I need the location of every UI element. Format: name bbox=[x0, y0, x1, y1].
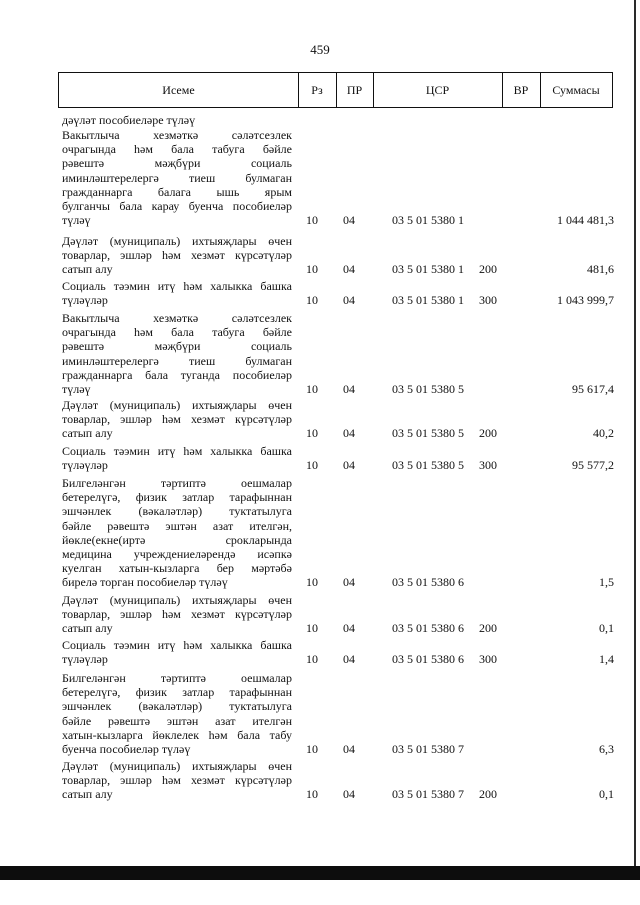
row-name-line: товарлар, эшләр һәм хезмәт күрсәтүләр bbox=[62, 412, 292, 427]
row-rz: 10 bbox=[306, 742, 318, 756]
row-csr: 03 5 01 5380 6 bbox=[392, 575, 464, 590]
row-vr: 200 bbox=[479, 426, 497, 441]
header-pr: ПР bbox=[336, 73, 374, 107]
row-name-line: түләү bbox=[62, 382, 91, 397]
row-name-line: рәвештә мәҗбүри социаль bbox=[62, 156, 292, 171]
row-csr: 03 5 01 5380 7 bbox=[392, 787, 464, 802]
row-name bbox=[62, 444, 292, 472]
row-vr: 200 bbox=[479, 787, 497, 802]
row-name-line: Дәүләт (муниципаль) ихтыяҗлары өчен bbox=[62, 398, 292, 412]
row-name-line: Социаль тәэмин итү һәм халыкка башка bbox=[62, 279, 292, 293]
row-name-line: медицина учреждениеләрендә исәпкә bbox=[62, 547, 292, 562]
row-rz: 10 bbox=[306, 458, 318, 473]
row-vr: 300 bbox=[479, 652, 497, 667]
row-name-line: түләү bbox=[62, 213, 91, 228]
row-name-line: эшчәнлек (вәкаләтләр) туктатылуга bbox=[62, 699, 292, 714]
row-pr: 04 bbox=[343, 742, 355, 756]
row-name bbox=[62, 638, 292, 666]
row-name bbox=[62, 128, 292, 227]
row-name-line: гражданнарга балага ышь ярым bbox=[62, 184, 292, 199]
row-name-line: сатып алу bbox=[62, 426, 113, 441]
row-pr: 04 bbox=[343, 382, 355, 396]
row-vr: 200 bbox=[479, 621, 497, 636]
row-name-line: Дәүләт (муниципаль) ихтыяҗлары өчен bbox=[62, 593, 292, 607]
row-name bbox=[62, 398, 292, 441]
row-name-line: рәвештә мәҗбүри социаль bbox=[62, 339, 292, 354]
row-rz: 10 bbox=[306, 652, 318, 667]
page-edge bbox=[634, 0, 636, 866]
row-sum: 1,5 bbox=[599, 575, 614, 590]
header-csr: ЦСР bbox=[373, 73, 503, 107]
row-sum: 1 044 481,3 bbox=[557, 213, 614, 228]
row-name-line: бетерелүгә, физик затлар тарафыннан bbox=[62, 685, 292, 700]
continuation-text: дәүләт пособиеләре түләү bbox=[62, 113, 196, 127]
row-name-line: Дәүләт (муниципаль) ихтыяҗлары өчен bbox=[62, 759, 292, 773]
row-name-line: иминләштерелергә тиеш булмаган bbox=[62, 353, 292, 368]
row-name-line: хатын-кызларга йөклелек һәм бала табу bbox=[62, 727, 292, 742]
row-name-line: Социаль тәэмин итү һәм халыкка башка bbox=[62, 638, 292, 652]
row-name bbox=[62, 311, 292, 396]
scan-border bbox=[0, 866, 640, 880]
row-name-line: буенча пособиеләр түләү bbox=[62, 742, 191, 757]
row-sum: 1 043 999,7 bbox=[557, 293, 614, 308]
header-sum: Суммасы bbox=[552, 83, 600, 97]
row-pr: 04 bbox=[343, 458, 355, 473]
row-sum: 95 617,4 bbox=[572, 382, 614, 396]
row-csr: 03 5 01 5380 7 bbox=[392, 742, 464, 756]
row-name-line: Вакытлыча хезмәткә сәләтсезлек bbox=[62, 311, 292, 325]
row-rz: 10 bbox=[306, 575, 318, 590]
row-sum: 0,1 bbox=[599, 787, 614, 802]
row-pr: 04 bbox=[343, 621, 355, 636]
row-rz: 10 bbox=[306, 787, 318, 802]
row-name-line: бәйле рәвештә эштән азат ителгән, bbox=[62, 518, 292, 533]
row-csr: 03 5 01 5380 5 bbox=[392, 382, 464, 396]
row-name-line: сатып алу bbox=[62, 787, 113, 802]
row-pr: 04 bbox=[343, 213, 355, 228]
row-name-line: түләүләр bbox=[62, 458, 108, 473]
row-csr: 03 5 01 5380 1 bbox=[392, 262, 464, 277]
row-pr: 04 bbox=[343, 262, 355, 277]
row-name-line: бетерелүгә, физик затлар тарафыннан bbox=[62, 490, 292, 505]
row-sum: 481,6 bbox=[587, 262, 614, 277]
row-rz: 10 bbox=[306, 382, 318, 396]
row-vr: 200 bbox=[479, 262, 497, 277]
row-vr: 300 bbox=[479, 293, 497, 308]
row-rz: 10 bbox=[306, 621, 318, 636]
row-name-line: бәйле рәвештә эштән азат ителгән bbox=[62, 713, 292, 728]
row-name-line: очрагында һәм бала табуга бәйле bbox=[62, 142, 292, 157]
row-rz: 10 bbox=[306, 293, 318, 308]
row-name-line: түләүләр bbox=[62, 652, 108, 667]
row-rz: 10 bbox=[306, 426, 318, 441]
row-pr: 04 bbox=[343, 575, 355, 590]
row-name-line: иминләштерелергә тиеш булмаган bbox=[62, 170, 292, 185]
row-sum: 40,2 bbox=[593, 426, 614, 441]
row-name-line: эшчәнлек (вәкаләтләр) туктатылуга bbox=[62, 504, 292, 519]
row-name-line: товарлар, эшләр һәм хезмәт күрсәтүләр bbox=[62, 773, 292, 788]
row-name-line: йөкле(екне(иртә срокларында bbox=[62, 532, 292, 547]
row-pr: 04 bbox=[343, 426, 355, 441]
row-rz: 10 bbox=[306, 213, 318, 228]
row-sum: 0,1 bbox=[599, 621, 614, 636]
row-pr: 04 bbox=[343, 787, 355, 802]
row-pr: 04 bbox=[343, 293, 355, 308]
row-name-line: гражданнарга бала туганда пособиеләр bbox=[62, 367, 292, 382]
row-name bbox=[62, 279, 292, 307]
row-name-line: бирелә торган пособиеләр түләү bbox=[62, 575, 228, 590]
row-csr: 03 5 01 5380 6 bbox=[392, 621, 464, 636]
row-name-line: булганчы бала карау буенча пособиеләр bbox=[62, 199, 292, 214]
row-csr: 03 5 01 5380 5 bbox=[392, 458, 464, 473]
row-name bbox=[62, 593, 292, 636]
row-csr: 03 5 01 5380 1 bbox=[392, 213, 464, 228]
row-name bbox=[62, 759, 292, 802]
row-csr: 03 5 01 5380 1 bbox=[392, 293, 464, 308]
row-sum: 1,4 bbox=[599, 652, 614, 667]
row-name-line: очрагында һәм бала табуга бәйле bbox=[62, 325, 292, 340]
header-name: Исеме bbox=[59, 73, 299, 107]
row-rz: 10 bbox=[306, 262, 318, 277]
row-name-line: түләүләр bbox=[62, 293, 108, 308]
row-name bbox=[62, 671, 292, 756]
row-name-line: Дәүләт (муниципаль) ихтыяҗлары өчен bbox=[62, 234, 292, 248]
row-name-line: Вакытлыча хезмәткә сәләтсезлек bbox=[62, 128, 292, 142]
row-name-line: Билгеләнгән тәртиптә оешмалар bbox=[62, 476, 292, 490]
row-sum: 95 577,2 bbox=[572, 458, 614, 473]
row-name-line: куелган хатын-кызларга бер мәртәбә bbox=[62, 561, 292, 576]
row-name-line: товарлар, эшләр һәм хезмәт күрсәтүләр bbox=[62, 248, 292, 263]
row-name-line: товарлар, эшләр һәм хезмәт күрсәтүләр bbox=[62, 607, 292, 622]
row-name bbox=[62, 476, 292, 590]
row-name bbox=[62, 234, 292, 277]
row-name-line: Социаль тәэмин итү һәм халыкка башка bbox=[62, 444, 292, 458]
row-name-line: сатып алу bbox=[62, 262, 113, 277]
row-vr: 300 bbox=[479, 458, 497, 473]
page-number: 459 bbox=[310, 42, 330, 57]
row-csr: 03 5 01 5380 6 bbox=[392, 652, 464, 667]
header-rz: Рз bbox=[298, 73, 337, 107]
row-pr: 04 bbox=[343, 652, 355, 667]
row-csr: 03 5 01 5380 5 bbox=[392, 426, 464, 441]
header-vr: ВР bbox=[502, 73, 541, 107]
row-name-line: Билгеләнгән тәртиптә оешмалар bbox=[62, 671, 292, 685]
row-name-line: сатып алу bbox=[62, 621, 113, 636]
row-sum: 6,3 bbox=[599, 742, 614, 756]
table-header bbox=[58, 72, 613, 108]
